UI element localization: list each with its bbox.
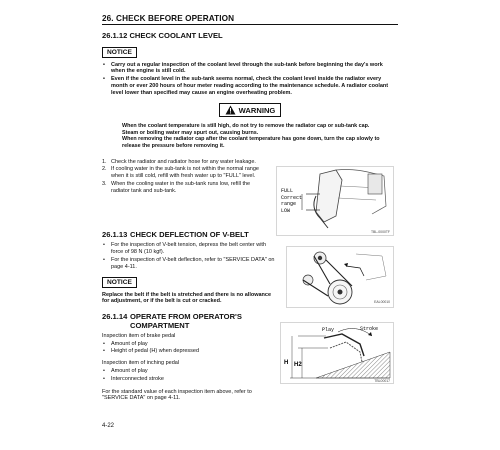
coolant-notice-list xyxy=(102,62,398,97)
play-label: Play xyxy=(322,327,335,333)
vbelt-list xyxy=(102,242,278,270)
warning-label: WARNING xyxy=(238,105,276,115)
pedal-figure xyxy=(280,322,394,384)
list-item: 2. If cooling water in the sub-tank is not within the normal range when it is still cold, refill with fresh water up to "FULL" level. xyxy=(102,166,259,180)
warning-triangle-icon xyxy=(225,105,236,115)
coolant-subtank-figure xyxy=(276,166,394,236)
list-item: • For the inspection of V-belt tension, depress the belt center with force of 98 N (10 kgf). xyxy=(102,242,278,256)
warning-text-2: When removing the radiator cap after the coolant temperature has gone down, turn the cap slowly to release the pressure before removing it. xyxy=(122,136,380,150)
figure-code: EAL00010 xyxy=(374,300,390,304)
list-item: • Carry out a regular inspection of the coolant level through the sub-tank before beginning the day's work when the engine is still cold. xyxy=(102,62,398,75)
section-header: 26. CHECK BEFORE OPERATION xyxy=(102,14,398,25)
list-item: 3. When the cooling water in the sub-tank runs low, refill the radiator tank and sub-tank. xyxy=(102,181,251,194)
full-label: FULL xyxy=(281,188,294,194)
vbelt-notice-text: Replace the belt if the belt is stretched and there is no allowance for adjustment, or if the belt is cut or cracked. xyxy=(102,291,272,305)
correct-label: Correct xyxy=(281,195,303,201)
list-item: • Even if the coolant level in the sub-tank seems normal, check the coolant level inside the radiator every month or ever 200 hours of hour meter reading according to the maintenance schedule. A radiator coolant level lower than specified may cause an engine overheating problem. xyxy=(102,76,398,96)
page-number: 4-22 xyxy=(102,423,115,429)
low-label: LOW xyxy=(281,208,291,214)
coolant-notice-label: NOTICE xyxy=(102,47,137,58)
h-label: H xyxy=(284,360,289,366)
h2-label: H2 xyxy=(294,362,302,368)
range-label: range xyxy=(281,201,297,207)
brake-section xyxy=(102,333,278,403)
inching-heading: Inspection item of inching pedal xyxy=(102,360,180,367)
warning-box xyxy=(102,102,398,120)
list-item: • For the inspection of V-belt deflection, refer to "SERVICE DATA" on page 4-11. xyxy=(102,257,278,271)
brake-heading: Inspection item of brake pedal xyxy=(102,332,176,339)
stroke-label: Stroke xyxy=(360,326,379,332)
coolant-title: 26.1.12 CHECK COOLANT LEVEL xyxy=(102,31,223,40)
warning-label-box xyxy=(219,103,282,117)
list-item: • Amount of play xyxy=(102,368,278,375)
operate-title: 26.1.14 OPERATE FROM OPERATOR'S COMPARTMENT xyxy=(102,312,242,330)
list-item: 1. Check the radiator and radiator hose for any water leakage. xyxy=(102,158,256,165)
warning-text xyxy=(122,123,382,149)
footer-text: For the standard value of each inspection item above, refer to "SERVICE DATA" on page 4-11. xyxy=(102,388,252,402)
warning-text-1: When the coolant temperature is still high, do not try to remove the radiator cap or sub-tank cap. Steam or boiling water may spurt out, causing burns. xyxy=(122,123,370,136)
figure-code: TBL-0000TF xyxy=(370,230,390,234)
vbelt-notice-label: NOTICE xyxy=(102,277,137,288)
coolant-steps xyxy=(102,159,262,195)
vbelt-title: 26.1.13 CHECK DEFLECTION OF V-BELT xyxy=(102,229,249,239)
vbelt-figure xyxy=(286,246,394,308)
list-item: • Amount of play xyxy=(102,341,278,348)
figure-code: TBL00017 xyxy=(374,379,390,383)
list-item: • Interconnected stroke xyxy=(102,376,278,383)
list-item: • Height of pedal (H) when depressed xyxy=(102,348,278,355)
